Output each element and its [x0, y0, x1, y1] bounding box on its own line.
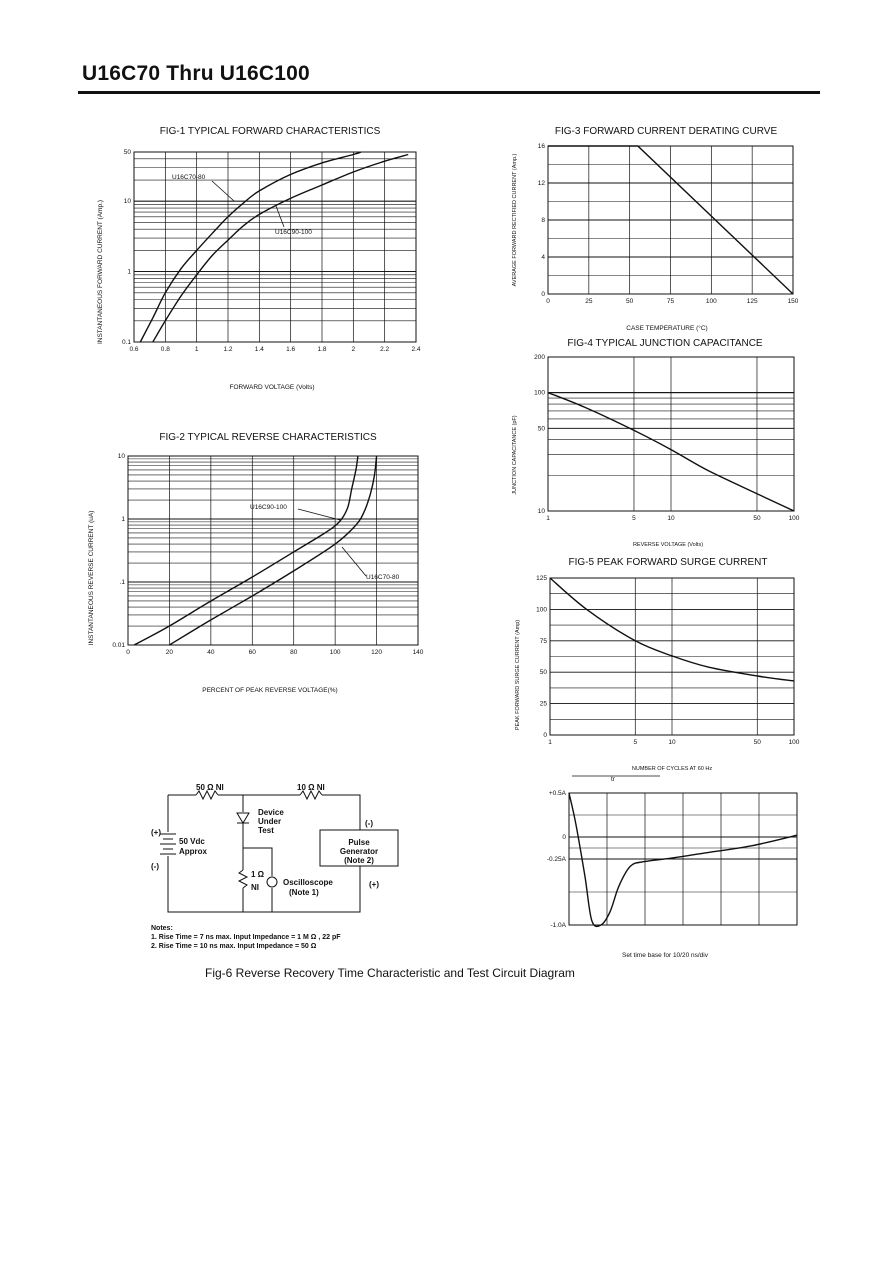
fig1-x-tick-label: 1.8 [317, 346, 327, 353]
fig2-y-tick-label: 0.01 [112, 642, 125, 649]
fig1-ylabel: INSTANTANEOUS FORWARD CURRENT (Amp.) [97, 199, 104, 345]
fig2-chart [88, 432, 424, 694]
fig1-title: FIG-1 TYPICAL FORWARD CHARACTERISTICS [159, 126, 381, 137]
fig6-chart [547, 776, 797, 959]
fig1-y-tick-label: 1 [127, 268, 131, 276]
fig5-ylabel: PEAK FORWARD SURGE CURRENT (Amp) [515, 619, 521, 731]
page-title: U16C70 Thru U16C100 [82, 62, 310, 85]
fig3-y-tick-label: 0 [541, 291, 545, 298]
label-r3: 1 Ω [251, 870, 265, 879]
fig2-x-tick-label: 20 [165, 649, 174, 656]
fig4-ticks [534, 354, 800, 522]
fig2-x-tick-label: 120 [371, 649, 383, 656]
resistor-r3 [239, 870, 247, 888]
fig4-x-tick-label: 5 [632, 515, 636, 522]
fig2-frame [128, 456, 418, 645]
fig3-x-tick-label: 150 [787, 298, 799, 305]
fig1-y-tick-label: 50 [123, 149, 131, 156]
fig1-ticks [122, 149, 421, 353]
fig6-xlabel: Set time base for 10/20 ns/div [622, 952, 708, 959]
fig3-xlabel: CASE TEMPERATURE (°C) [626, 325, 708, 332]
label-src-pos: (+) [151, 828, 161, 837]
fig1-x-tick-label: 1.2 [223, 346, 233, 353]
fig5-x-tick-label: 10 [668, 739, 676, 746]
fig5-y-tick-label: 0 [543, 732, 547, 739]
fig4-xlabel: REVERSE VOLTAGE (Volts) [632, 542, 704, 548]
fig1-x-tick-label: 2.2 [380, 346, 390, 353]
fig3-x-tick-label: 25 [585, 298, 593, 305]
label-pulse-1: Pulse [348, 838, 370, 847]
fig6-y-tick-label: -1.0A [550, 922, 566, 929]
fig6-tr-label: tr [611, 776, 615, 783]
label-r1: 50 Ω NI [196, 783, 224, 792]
fig2-y-tick-label: .1 [119, 579, 125, 586]
label-dut-3: Test [258, 826, 274, 835]
fig4-x-tick-label: 1 [546, 515, 550, 522]
label-pulse-3: (Note 2) [344, 856, 374, 865]
fig1-x-tick-label: 1.6 [286, 346, 296, 353]
fig1-x-tick-label: 0.8 [160, 346, 170, 353]
fig4-x-tick-label: 50 [753, 515, 761, 522]
fig2-x-tick-label: 140 [412, 649, 424, 656]
note-1: 1. Rise Time = 7 ns max. Input Impedance = 1 M Ω , 22 pF [151, 934, 341, 941]
notes-title: Notes: [151, 925, 173, 932]
fig3-ticks [538, 143, 799, 305]
fig3-y-tick-label: 12 [537, 180, 545, 187]
fig2-y-tick-label: 10 [117, 453, 125, 460]
fig2-ticks [112, 453, 423, 656]
fig3-y-tick-label: 8 [541, 217, 545, 224]
fig2-x-tick-label: 40 [207, 649, 215, 656]
fig4-y-tick-label: 200 [534, 354, 545, 361]
fig1-leader-b [276, 206, 284, 227]
fig1-curve-label-b: U16C90-100 [275, 229, 312, 236]
fig5-y-tick-label: 75 [539, 637, 547, 645]
fig5-x-tick-label: 1 [548, 739, 552, 746]
fig2-x-tick-label: 80 [290, 649, 298, 656]
fig2-ylabel: INSTANTANEOUS REVERSE CURRENT (uA) [88, 510, 95, 646]
label-dut-1: Device [258, 808, 284, 817]
fig1-y-tick-label: 10 [123, 198, 131, 206]
fig4-ylabel: JUNCTION CAPACITANCE (pF) [512, 415, 518, 495]
wire-top-right [322, 795, 360, 830]
fig4-x-tick-label: 10 [667, 515, 675, 522]
fig2-grid [128, 456, 418, 645]
fig5-x-tick-label: 100 [788, 739, 800, 746]
label-pg-neg: (-) [365, 819, 373, 828]
fig2-series [134, 456, 376, 645]
fig2-x-tick-label: 0 [126, 649, 130, 656]
fig1-x-tick-label: 1 [194, 346, 199, 353]
fig4-title: FIG-4 TYPICAL JUNCTION CAPACITANCE [567, 338, 763, 349]
fig2-title: FIG-2 TYPICAL REVERSE CHARACTERISTICS [159, 432, 377, 443]
fig1-chart [97, 126, 421, 391]
label-dut-2: Under [258, 817, 282, 826]
label-pg-pos: (+) [369, 880, 379, 889]
fig4-y-tick-label: 100 [534, 389, 545, 397]
fig1-series-2 [153, 155, 408, 343]
oscilloscope-symbol [267, 877, 277, 887]
battery-50vdc [160, 834, 176, 854]
fig3-x-tick-label: 0 [546, 298, 550, 305]
fig2-x-tick-label: 100 [329, 649, 341, 656]
fig6-y-tick-label: -0.25A [546, 856, 566, 863]
fig1-xlabel: FORWARD VOLTAGE (Volts) [229, 384, 315, 391]
fig6-grid [569, 793, 797, 925]
fig1-x-tick-label: 0.6 [129, 346, 139, 353]
note-2: 2. Rise Time = 10 ns max. Input Impedance = 50 Ω [151, 943, 317, 950]
fig3-title: FIG-3 FORWARD CURRENT DERATING CURVE [554, 126, 778, 137]
fig6-y-tick-label: 0 [562, 834, 566, 841]
fig5-y-tick-label: 125 [536, 575, 547, 582]
label-src-1: 50 Vdc [179, 837, 205, 846]
fig2-series-2 [169, 456, 376, 645]
fig2-y-tick-label: 1 [121, 516, 125, 523]
fig3-x-tick-label: 75 [666, 298, 675, 305]
fig1-curve-label-a: U16C70-80 [172, 174, 206, 181]
fig4-chart [512, 338, 800, 548]
diode-dut [237, 813, 249, 823]
fig1-y-tick-label: 0.1 [121, 339, 131, 346]
fig5-x-tick-label: 50 [753, 739, 761, 746]
fig4-x-tick-label: 100 [788, 515, 800, 522]
fig5-chart [515, 557, 800, 772]
resistor-r2 [300, 791, 322, 799]
fig4-grid [548, 357, 794, 511]
fig1-x-tick-label: 2.4 [411, 346, 421, 353]
fig3-x-tick-label: 100 [705, 298, 717, 305]
fig2-series-1 [134, 456, 358, 645]
resistor-r1 [196, 791, 218, 799]
fig5-xlabel: NUMBER OF CYCLES AT 60 Hz [631, 766, 713, 772]
fig3-y-tick-label: 16 [537, 143, 545, 150]
fig1-x-tick-label: 1.4 [254, 346, 264, 353]
fig4-y-tick-label: 10 [537, 508, 545, 515]
fig2-curve-label-b: U16C70-80 [366, 574, 400, 581]
fig3-x-tick-label: 125 [746, 298, 758, 305]
fig2-curve-label-a: U16C90-100 [250, 504, 287, 511]
fig6-caption: Fig-6 Reverse Recovery Time Characteristic and Test Circuit Diagram [205, 966, 575, 980]
fig6-ticks [547, 790, 567, 929]
fig2-x-tick-label: 60 [248, 649, 256, 656]
fig2-leader-b [342, 547, 366, 576]
fig5-y-tick-label: 50 [539, 669, 547, 677]
fig5-y-tick-label: 100 [536, 606, 547, 614]
fig3-chart [512, 126, 799, 332]
fig1-x-tick-label: 2 [351, 346, 356, 353]
label-r2: 10 Ω NI [297, 783, 325, 792]
label-pulse-2: Generator [339, 847, 379, 856]
fig3-ylabel: AVERAGE FORWARD RECTIFIED CURRENT (Amp.) [512, 153, 518, 287]
label-src-neg: (-) [151, 862, 159, 871]
fig2-leader-a [298, 509, 340, 520]
fig5-y-tick-label: 25 [539, 700, 547, 708]
fig5-title: FIG-5 PEAK FORWARD SURGE CURRENT [568, 557, 768, 568]
label-src-2: Approx [179, 847, 207, 856]
label-scope-1: Oscilloscope [283, 878, 333, 887]
fig4-y-tick-label: 50 [537, 425, 545, 433]
label-scope-2: (Note 1) [289, 888, 319, 897]
fig5-x-tick-label: 5 [633, 739, 638, 746]
fig3-y-tick-label: 4 [541, 254, 545, 261]
label-r3b: NI [251, 883, 259, 892]
fig6-y-tick-label: +0.5A [548, 790, 566, 797]
fig3-grid [548, 146, 793, 294]
fig2-xlabel: PERCENT OF PEAK REVERSE VOLTAGE(%) [202, 687, 338, 694]
fig1-leader-a [212, 181, 234, 201]
fig3-x-tick-label: 50 [626, 298, 634, 305]
